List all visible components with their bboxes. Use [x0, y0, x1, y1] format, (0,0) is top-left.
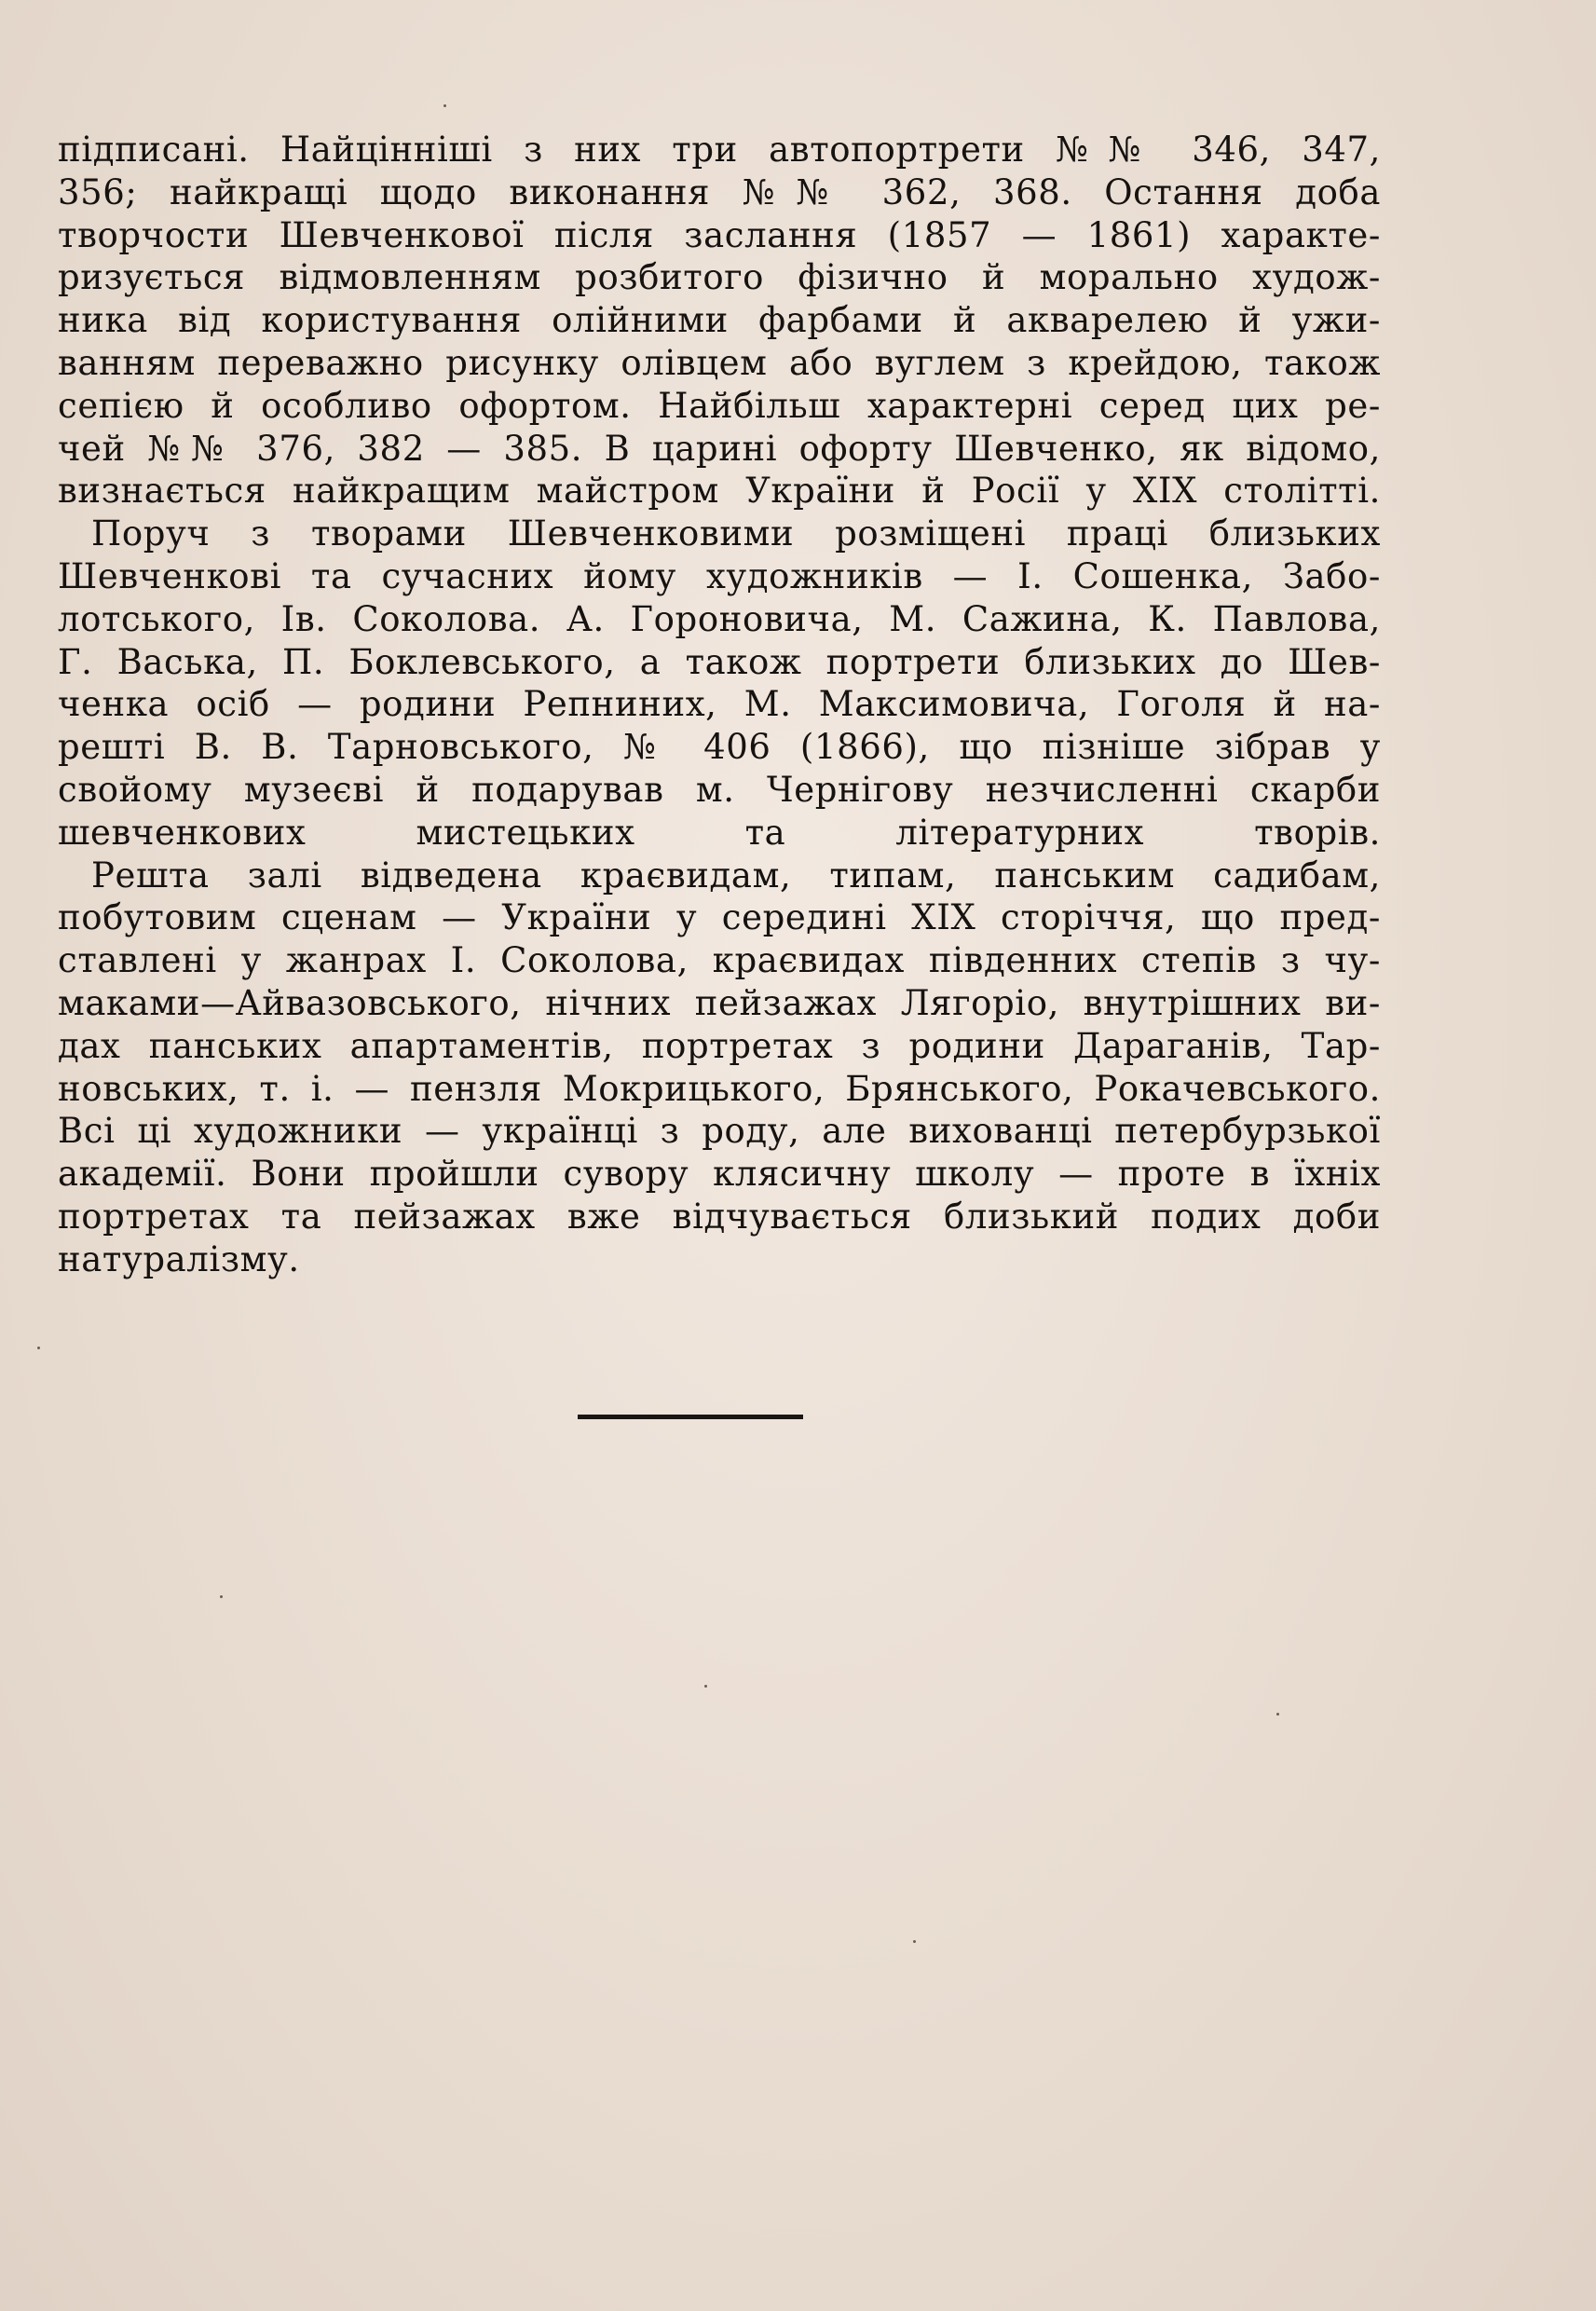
- text-line: портретах та пейзажах вже відчувається близький подих доби: [58, 1196, 1381, 1237]
- text-line: лотського, Ів. Соколова. А. Гороновича, М. Сажина, К. Павлова,: [58, 598, 1381, 639]
- text-line: побутовим сценам — України у середині XIX сторіччя, що пред-: [58, 897, 1381, 938]
- text-line: натуралізму.: [58, 1238, 300, 1279]
- text-line: підписані. Найцінніші з них три автопортрети №№ 346, 347,: [58, 130, 1381, 170]
- text-line: Поруч з творами Шевченковими розміщені праці близьких: [91, 513, 1381, 554]
- paragraph-3: [58, 855, 1381, 1281]
- paragraph-2: [58, 513, 1381, 854]
- text-line: Г. Васька, П. Боклевського, а також портрети близьких до Шев-: [58, 641, 1381, 682]
- text-line: ризується відмовленням розбитого фізично й морально худож-: [58, 257, 1381, 298]
- text-line: ченка осіб — родини Репниних, М. Максимовича, Гоголя й на-: [58, 684, 1381, 725]
- text-line: визнається найкращим майстром України й Росії у XIX столітті.: [58, 471, 1381, 512]
- text-line: Шевченкові та сучасних йому художників — І. Сошенка, Забо-: [58, 555, 1381, 596]
- text-line: Решта залі відведена краєвидам, типам, панським садибам,: [91, 855, 1381, 896]
- text-line: ставлені у жанрах І. Соколова, краєвидах південних степів з чу-: [58, 940, 1381, 981]
- paper-speck: [704, 1685, 707, 1688]
- paper-speck: [443, 104, 446, 107]
- text-line: свойому музеєві й подарував м. Чернігову незчисленні скарби: [58, 769, 1381, 810]
- text-line: сепією й особливо офортом. Найбільш характерні серед цих ре-: [58, 385, 1381, 426]
- paragraph-1: [58, 129, 1381, 513]
- text-line: ванням переважно рисунку олівцем або вуглем з крейдою, також: [58, 342, 1381, 383]
- text-line: маками—Айвазовського, нічних пейзажах Лягоріо, внутрішних ви-: [58, 982, 1381, 1023]
- text-line: чей №№ 376, 382 — 385. В царині офорту Шевченко, як відомо,: [58, 428, 1381, 469]
- text-line: шевченкових мистецьких та літературних творів.: [58, 812, 1381, 853]
- text-line: дах панських апартаментів, портретах з родини Дараганів, Тар-: [58, 1025, 1381, 1066]
- text-line: новських, т. і. — пензля Мокрицького, Брянського, Рокачевського.: [58, 1068, 1381, 1109]
- paper-speck: [37, 1347, 40, 1349]
- text-line: ника від користування олійними фарбами й акварелею й ужи-: [58, 300, 1381, 341]
- paper-speck: [220, 1595, 223, 1598]
- paper-speck: [913, 1940, 916, 1943]
- body-text: [58, 129, 1381, 1281]
- text-line: творчости Шевченкової після заслання (1857 — 1861) характе-: [58, 214, 1381, 255]
- paper-speck: [1276, 1713, 1279, 1716]
- text-line: академії. Вони пройшли сувору клясичну школу — проте в їхніх: [58, 1154, 1381, 1195]
- text-line: решті В. В. Тарновського, № 406 (1866), що пізніше зібрав у: [58, 727, 1381, 768]
- text-line: 356; найкращі щодо виконання №№ 362, 368. Остання доба: [58, 171, 1381, 212]
- text-line: Всі ці художники — українці з роду, але вихованці петербурзької: [58, 1111, 1381, 1152]
- section-divider-rule: [578, 1415, 803, 1419]
